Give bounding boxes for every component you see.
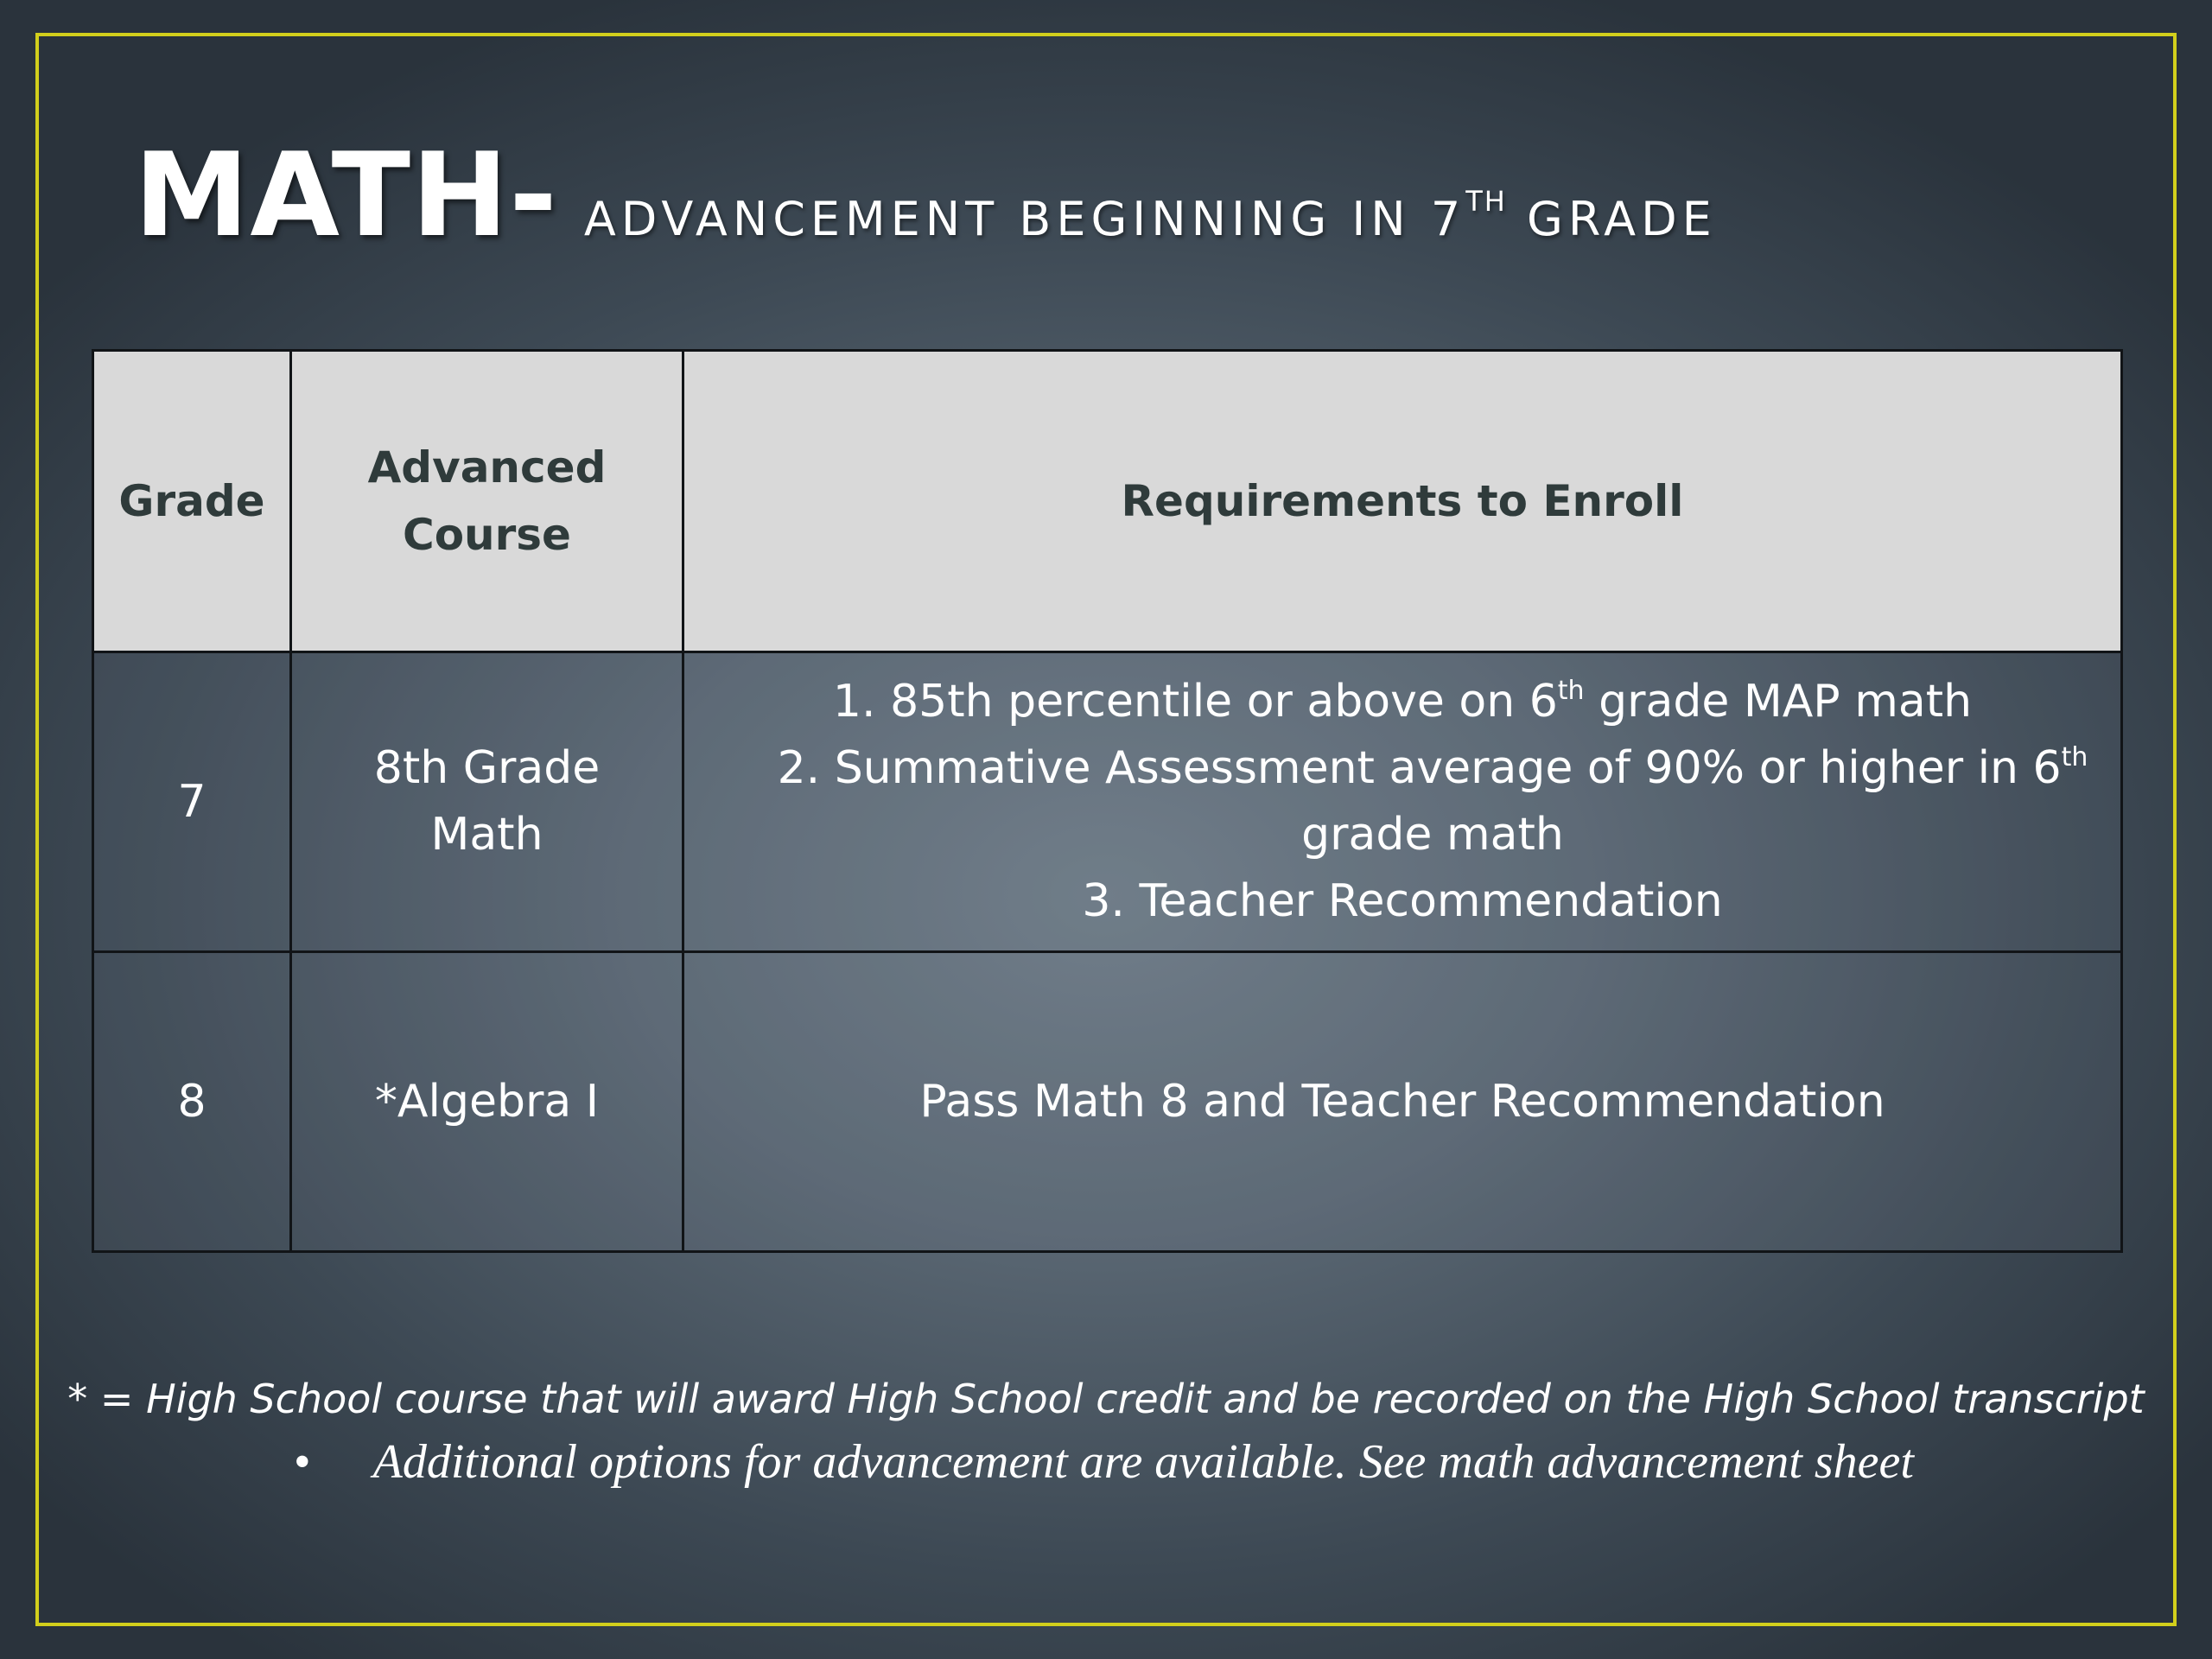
table-row	[93, 652, 2122, 952]
footnote: * = High School course that will award High School credit and be recorded on the High School transcript	[67, 1376, 2145, 1422]
req2-text: 2. Summative Assessment average of 90% or higher in 6	[777, 742, 2062, 794]
bullet-note	[294, 1434, 1914, 1490]
req1-text-end: grade MAP math	[1584, 676, 1973, 728]
cell-grade: 7	[93, 652, 291, 952]
cell-grade: 8	[93, 952, 291, 1252]
subtitle-prefix: ADVANCEMENT BEGINNING IN 7	[583, 192, 1466, 246]
requirement-item-1	[693, 669, 2112, 735]
req1-text: 1. 85th percentile or above on 6	[832, 676, 1558, 728]
cell-course	[291, 652, 683, 952]
cell-course-line2: Math	[430, 809, 543, 861]
requirement-item-3: 3. Teacher Recommendation	[1082, 875, 1723, 927]
cell-requirements: Pass Math 8 and Teacher Recommendation	[683, 952, 2122, 1252]
requirements-table	[92, 349, 2123, 1253]
header-advanced-course	[291, 351, 683, 652]
subtitle-superscript: TH	[1465, 185, 1507, 218]
header-course-line2: Course	[403, 510, 571, 560]
header-requirements: Requirements to Enroll	[683, 351, 2122, 652]
req1-sup: th	[1557, 676, 1585, 706]
table-row	[93, 952, 2122, 1252]
header-course-line1: Advanced	[367, 442, 607, 493]
requirements-list	[693, 669, 2112, 935]
subtitle-suffix: GRADE	[1506, 192, 1717, 246]
bullet-note-text: Additional options for advancement are available. See math advancement sheet	[372, 1435, 1914, 1489]
cell-course: *Algebra I	[291, 952, 683, 1252]
title-subtitle	[583, 185, 1717, 246]
requirement-item-2-cont: grade math	[1301, 809, 1564, 861]
req2-sup: th	[2061, 742, 2088, 772]
cell-course-line1: 8th Grade	[373, 742, 601, 794]
slide-title	[134, 128, 1717, 263]
cell-requirements	[683, 652, 2122, 952]
header-grade: Grade	[93, 351, 291, 652]
requirement-item-2	[693, 735, 2112, 802]
title-main: MATH-	[134, 128, 558, 263]
bullet-icon: •	[294, 1435, 311, 1489]
table-header-row	[93, 351, 2122, 652]
